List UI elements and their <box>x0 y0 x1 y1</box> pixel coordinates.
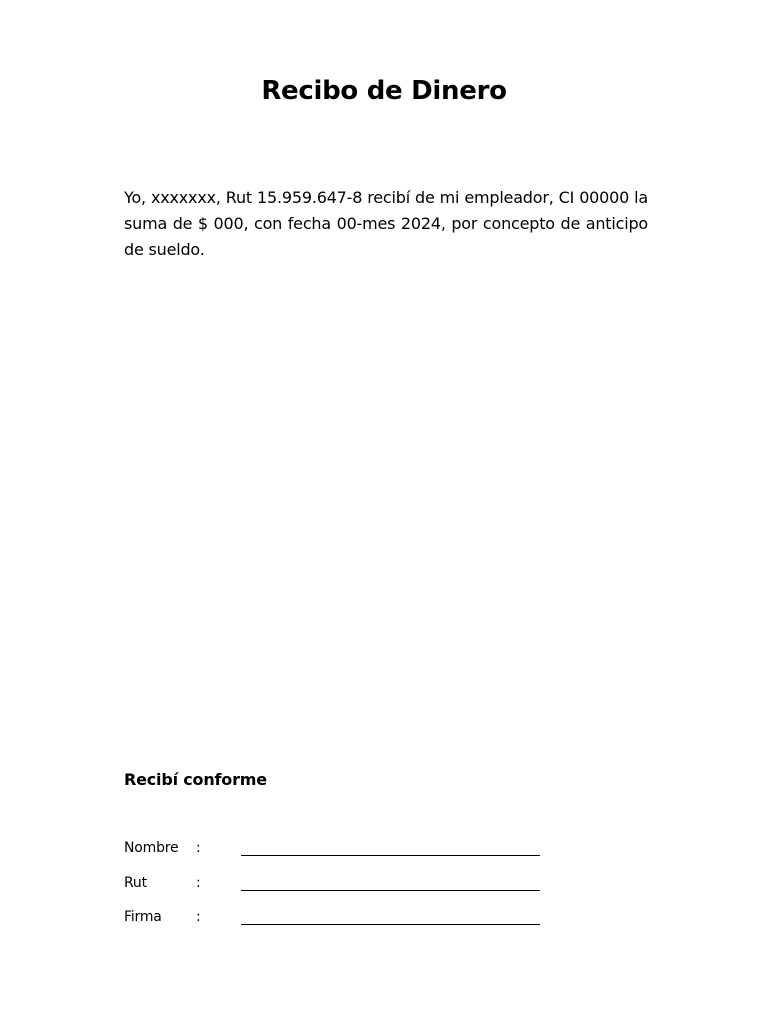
field-label-firma: Firma <box>124 909 162 925</box>
field-label-rut: Rut <box>124 875 147 891</box>
field-separator: : <box>196 875 201 891</box>
receipt-statement: Yo, xxxxxxx, Rut 15.959.647-8 recibí de mi empleador, CI 00000 la suma de $ 000, con fecha 00-mes 2024, por concepto de anticipo de sueldo. <box>124 188 648 259</box>
signature-line-nombre <box>241 855 540 856</box>
field-separator: : <box>196 840 201 856</box>
field-row-nombre <box>124 840 554 860</box>
field-row-rut <box>124 875 554 895</box>
document-title: Recibo de Dinero <box>261 76 507 106</box>
signature-line-firma <box>241 924 540 925</box>
field-separator: : <box>196 909 201 925</box>
signature-line-rut <box>241 890 540 891</box>
confirm-heading: Recibí conforme <box>124 770 267 789</box>
field-row-firma <box>124 909 554 929</box>
field-label-nombre: Nombre <box>124 840 179 856</box>
